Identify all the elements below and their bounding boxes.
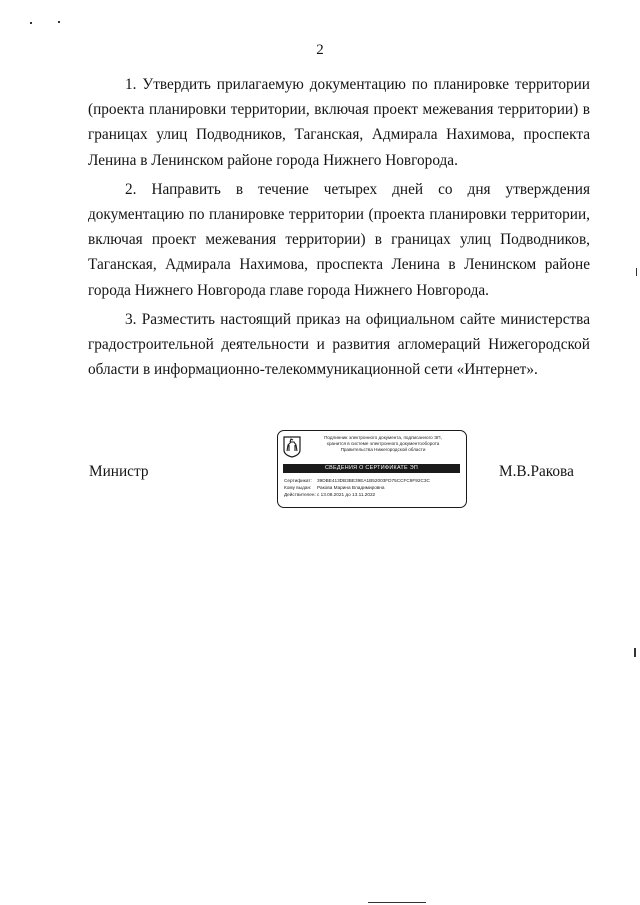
stamp-header xyxy=(302,435,464,454)
certificate-details xyxy=(284,477,462,498)
scan-edge-mark xyxy=(634,648,636,657)
certificate-value: 39DBE413DB3BE39EA1B52003FD75CCFC9F92C3C xyxy=(317,478,430,483)
stamp-header-line: Подлинник электронного документа, подписанного ЭП, xyxy=(324,435,442,440)
stamp-header-line: Правительства Нижегородской области xyxy=(340,447,426,453)
signer-title: Министр xyxy=(89,463,149,480)
certificate-value: с 13.08.2021 до 13.11.2022 xyxy=(317,492,376,497)
certificate-key: Действителен: xyxy=(284,492,316,497)
coat-of-arms-icon xyxy=(283,436,301,458)
certificate-value: Ракова Марина Владимировна xyxy=(317,485,385,490)
stamp-banner: СВЕДЕНИЯ О СЕРТИФИКАТЕ ЭП xyxy=(283,464,460,473)
certificate-row xyxy=(284,484,462,491)
paragraph-publish: 3. Разместить настоящий приказ на официальном сайте министерства градостроительной деятельности и развития агломераций Нижегородской области в информационно-телекоммуникационной сети «Интернет». xyxy=(88,310,590,379)
signer-name: М.В.Ракова xyxy=(499,463,574,480)
paragraph-approve: 1. Утвердить прилагаемую документацию по планировке территории (проекта планировки территории, включая проект межевания территории) в границах улиц Подводников, Таганская, Адмирала Нахимова, проспекта Ленина в Ленинском районе города Нижнего Новгорода. xyxy=(88,76,590,169)
electronic-signature-stamp xyxy=(277,430,467,508)
scan-dot xyxy=(30,22,32,24)
certificate-key: Сертификат: xyxy=(284,478,312,483)
certificate-key: Кому выдан: xyxy=(284,485,312,490)
paragraph-send: 2. Направить в течение четырех дней со дня утверждения документацию по планировке территории (проекта планировки территории, включая проект межевания территории) в границах улиц Подводников, Таганская, Адмирала Нахимова, проспекта Ленина в Ленинском районе города Нижнего Новгорода главе города Нижнего Новгорода. xyxy=(88,180,590,299)
footer-rule xyxy=(368,902,426,903)
page-number: 2 xyxy=(316,42,324,58)
certificate-row xyxy=(284,491,462,498)
stamp-header-line: хранится в системе электронного документооборота xyxy=(326,441,440,447)
certificate-row xyxy=(284,477,462,484)
document-body xyxy=(88,72,590,382)
scan-dot xyxy=(58,21,60,23)
scan-edge-mark xyxy=(636,268,637,276)
